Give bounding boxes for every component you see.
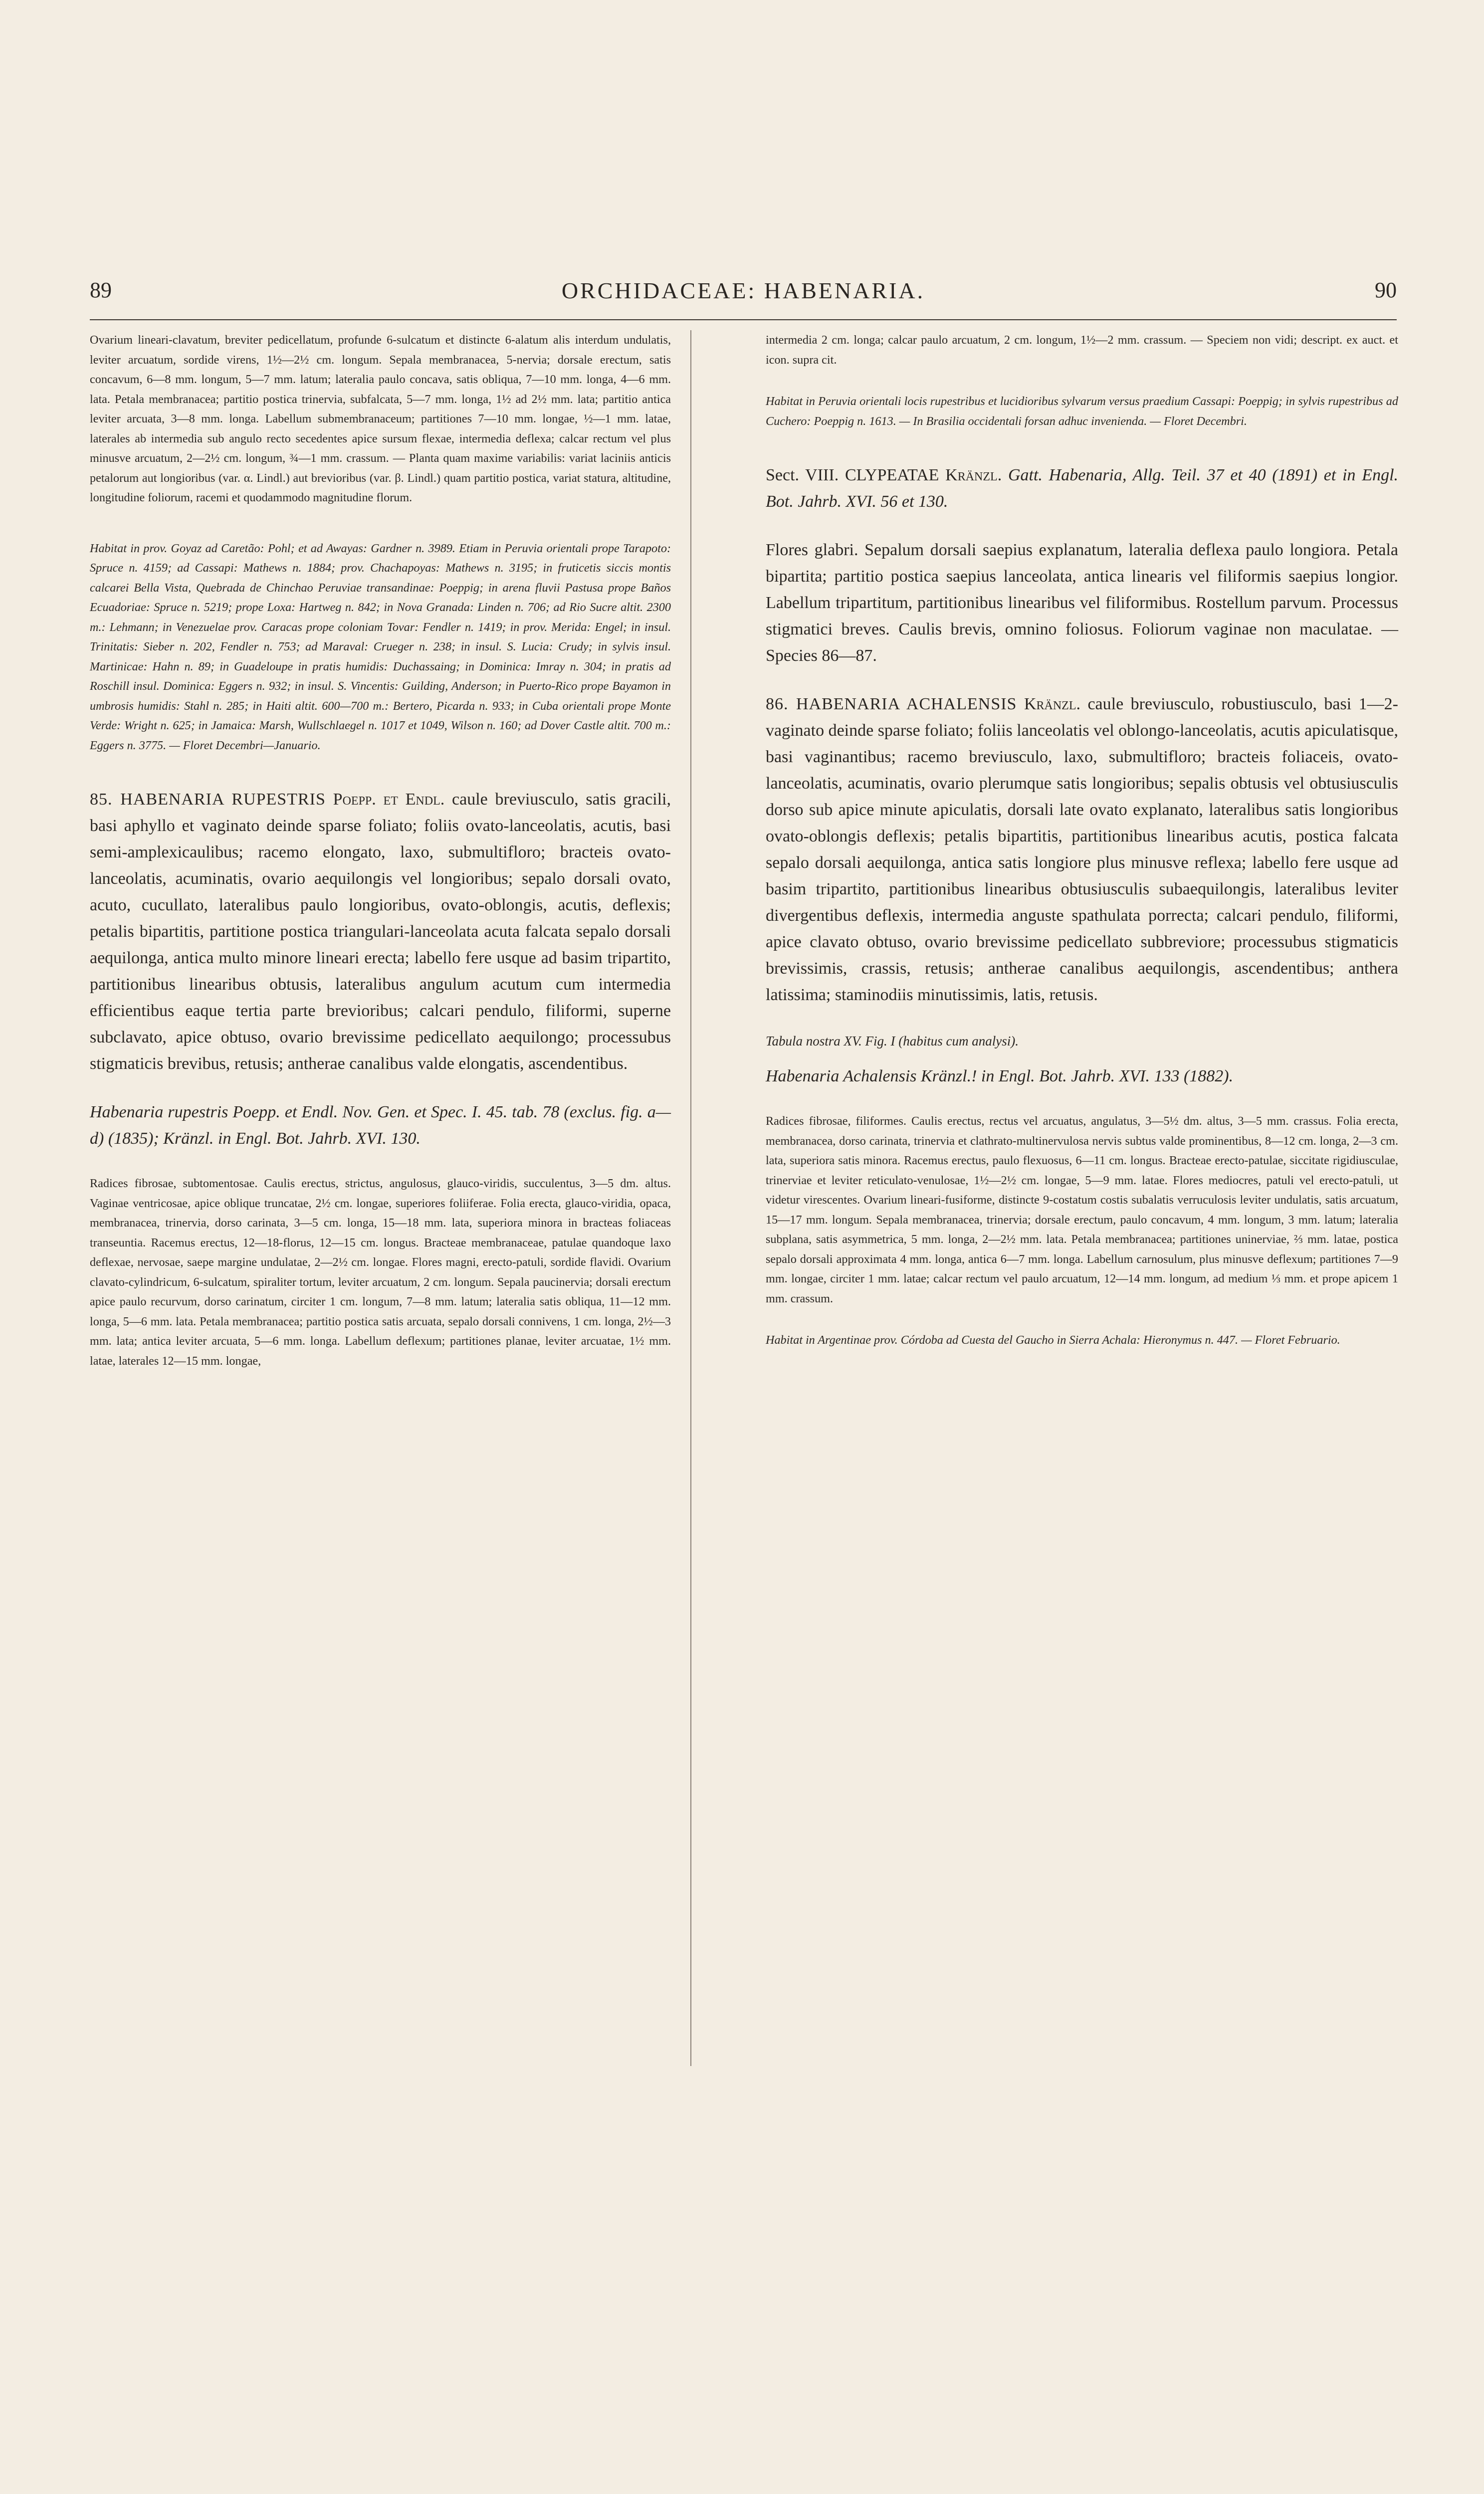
page-header [90, 277, 1397, 307]
species-85-authority: Poepp. et Endl. [333, 790, 445, 809]
right-habitat-85: Habitat in Peruvia orientali locis rupestribus et lucidioribus sylvarum versus praedium Cassapi: Poeppig; in sylvis rupestribus ad Cuchero: Poeppig n. 1613. — In Brasilia occidentali forsan adhuc invenienda. — Floret Decembri. [766, 395, 1398, 428]
species-85-body: caule breviusculo, satis gracili, basi aphyllo et vaginato deinde sparse foliato; foliis ovato-lanceolatis, acutis, basi semi-amplexicaulibus; racemo elongato, laxo, submultifloro; bracteis ovato-lanceolatis, acuminatis, ovario aequilongis vel longioribus; sepalo dorsali ovato, acuto, cucullato, lateralibus paulo longioribus, ovato-oblongis, acutis, deflexis; petalis bipartitis, partitione postica triangulari-lanceolata acuta falcata sepalo dorsali aequilonga, antica multo minore lineari erecta; labello fere usque ad basim tripartito, partitionibus linearibus obtusis, lateralibus angulum acutum cum intermedia efficientibus eaque tertia parte brevioribus; calcari pendulo, filiformi, superne subclavato, apice obtuso, ovario brevissime pedicellato aequilongo; processubus stigmaticis brevibus, retusis; antherae canalibus valde elongatis, ascendentibus. [90, 790, 671, 1073]
section-viii-reference: Gatt. Habenaria, Allg. Teil. 37 et 40 (1891) et in Engl. Bot. Jahrb. XVI. 56 et 130. [766, 466, 1399, 511]
section-viii-title: Sect. VIII. CLYPEATAE [766, 466, 939, 484]
species-86-description: Radices fibrosae, filiformes. Caulis erectus, rectus vel arcuatus, angulatus, 3—5½ dm. altus, 3—5 mm. crassus. Folia erecta, membranacea, dorso carinata, trinervia et clathrato-multinervulosa nervis subtus valde prominentibus, 8—12 cm. longa, 2—3 cm. lata, superiora satis minora. Racemus erectus, paulo flexuosus, 6—11 cm. longus. Bracteae erecto-patulae, siccitate rigidiusculae, trinerviae et leviter reticulato-venulosae, 1½—2½ cm. longae, 5—9 mm. latae. Flores mediocres, patuli vel erecto-patuli, ut videtur virescentes. Ovarium lineari-fusiforme, distincte 9-costatum costis subalatis verruculosis leviter undulatis, satis arcuatum, 15—17 mm. longum. Sepala membranacea, trinervia; dorsale erectum, paulo concavum, 4 mm. longum, 3 mm. latum; lateralia subplana, satis asymmetrica, 5 mm. longa, 2—2½ mm. lata. Petala membranacea; partitiones uninerviae, ⅔ mm. latae, postica sepalo dorsali approximata 4 mm. longa, antica 6—7 mm. longa. Labellum carnosulum, plus minusve deflexum; partitiones 7—9 mm. longae, circiter 1 mm. latae; calcar rectum vel paulo arcuatum, 12—14 mm. longum, ad medium ⅓ mm. et prope apicem 1 mm. crassum. [766, 1114, 1398, 1305]
species-86-reference: Habenaria Achalensis Kränzl.! in Engl. Bot. Jahrb. XVI. 133 (1882). [766, 1067, 1234, 1085]
species-85-reference: Habenaria rupestris Poepp. et Endl. Nov. Gen. et Spec. I. 45. tab. 78 (exclus. fig. a—d) (1835); Kränzl. in Engl. Bot. Jahrb. XVI. 130. [90, 1103, 671, 1148]
page-number-right: 90 [1375, 278, 1397, 302]
species-86-diagnosis [766, 691, 1398, 1008]
species-85-heading: 85. HABENARIA RUPESTRIS [90, 790, 326, 809]
species-86-body: caule breviusculo, robustiusculo, basi 1—2-vaginato deinde sparse foliato; foliis lanceolatis vel oblongo-lanceolatis, acutis apiculatisque, basi vaginantibus; racemo breviusculo, laxo, submultifloro; bracteis foliaceis, ovato-lanceolatis, acuminatis, ovario plerumque satis longioribus; sepalis obtusis vel obtusiusculis dorso sub apice minute apiculatis, dorsali late ovato explanato, lateralibus satis longioribus ovato-oblongis deflexis; petalis bipartitis, partitionibus linearibus acutis, postica falcata sepalo dorsali aequilonga, antica satis longiore plus minusve reflexa; labello fere usque ad basim tripartito, partitionibus linearibus obtusiusculis subaequilongis, lateralibus leviter divergentibus deflexis, intermedia anguste spathulata porrecta; calcari pendulo, filiformi, apice clavato obtuso, ovario brevissime pedicellato subbreviore; processubus stigmaticis brevissimis, crassis, retusis; antherae canalibus aequilongis, ascendentibus; anthera latissima; staminodiis minutissimis, latis, retusis. [766, 695, 1399, 1004]
left-ovarium-description: Ovarium lineari-clavatum, breviter pedicellatum, profunde 6-sulcatum et distincte 6-alatum alis interdum undulatis, leviter arcuatum, sordide virens, 1½—2½ cm. longum. Sepala membranacea, 5-nervia; dorsale erectum, satis concavum, 6—8 mm. longum, 5—7 mm. latum; lateralia paulo concava, satis obliqua, 7—10 mm. longa, 4—6 mm. lata. Petala membranacea; partitio postica trinervia, subfalcata, 5—7 mm. longa, 1½ ad 2½ mm. lata; partitio antica leviter arcuata, 3—8 mm. longa. Labellum submembranaceum; partitiones 7—10 mm. longae, ½—1 mm. latae, laterales ab intermedia sub angulo recto secedentes apice sursum flexae, intermedia deflexa; calcar rectum vel plus minusve arcuatum, 2—2½ cm. longum, ¾—1 mm. crassum. — Planta quam maxime variabilis: variat laciniis anticis petalorum aut longioribus (var. α. Lindl.) aut brevioribus (var. β. Lindl.) quam partitio postica, variat statura, altitudine, longitudine foliorum, racemi et quodammodo magnitudine florum. [90, 333, 671, 504]
species-86-heading: 86. HABENARIA ACHALENSIS [766, 695, 1017, 713]
section-viii-authority: Kränzl. [945, 466, 1002, 484]
species-86-authority: Kränzl. [1024, 695, 1080, 713]
page-number-left: 89 [90, 278, 112, 302]
running-title: ORCHIDACEAE: HABENARIA. [561, 278, 925, 303]
left-column [90, 330, 671, 1371]
right-column [766, 330, 1398, 1350]
species-85-diagnosis [90, 786, 671, 1077]
column-divider [690, 330, 691, 2066]
section-viii-heading [766, 462, 1398, 515]
species-85-description: Radices fibrosae, subtomentosae. Caulis erectus, strictus, angulosus, glauco-viridis, succulentus, 3—5 dm. altus. Vaginae ventricosae, apice oblique truncatae, 2½ cm. longae, superiores foliiferae. Folia erecta, glauco-viridia, opaca, membranacea, trinervia, dorso carinata, 3—5 cm. longa, 15—18 mm. lata, superiora minora in bracteas foliaceas transeuntia. Racemus erectus, 12—18-florus, 12—15 cm. longus. Bracteae membranaceae, patulae quandoque laxo deflexae, nervosae, saepe margine undulatae, 2—2½ cm. longae. Flores magni, erecto-patuli, sordide flavidi. Ovarium clavato-cylindricum, 6-sulcatum, spiraliter tortum, leviter arcuatum, 2 cm. longum. Sepala paucinervia; dorsali erectum apice paulo recurvum, dorso carinatum, circiter 1 cm. longum, 7—8 mm. latum; lateralia satis obliqua, 11—12 mm. longa, 5—6 mm. lata. Petala membranacea; partitio postica satis arcuata, sepalo dorsali connivens, 1 cm. longa, 2½—3 mm. lata; antica leviter arcuata, 5—6 mm. longa. Labellum deflexum; partitiones planae, leviter arcuatae, 1½ mm. latae, laterales 12—15 mm. longae, [90, 1177, 671, 1368]
header-rule [90, 319, 1397, 320]
section-viii-diagnosis: Flores glabri. Sepalum dorsali saepius explanatum, lateralia deflexa paulo longiora. Petala bipartita; partitio postica saepius lanceolata, antica linearis vel filiformis saepius longior. Labellum tripartitum, partitionibus linearibus vel filiformibus. Rostellum parvum. Processus stigmatici breves. Caulis brevis, omnino foliosus. Foliorum vaginae non maculatae. — Species 86—87. [766, 541, 1398, 665]
species-86-habitat: Habitat in Argentinae prov. Córdoba ad Cuesta del Gaucho in Sierra Achala: Hieronymus n. 447. — Floret Februario. [766, 1333, 1340, 1347]
left-habitat-paragraph: Habitat in prov. Goyaz ad Caretão: Pohl; et ad Awayas: Gardner n. 3989. Etiam in Peruvia orientali prope Tarapoto: Spruce n. 4159; ad Cassapi: Mathews n. 1884; prov. Chachapoyas: Mathews n. 3195; in fruticetis siccis montis calcarei Bella Vista, Quebrada de Chinchao Peruviae transandinae: Poeppig; in arena fluvii Pastusa prope Baños Ecuadoriae: Spruce n. 5219; prope Loxa: Hartweg n. 842; in Nova Granada: Linden n. 706; ad Rio Sucre altit. 2300 m.: Lehmann; in Venezuelae prov. Caracas prope coloniam Tovar: Fendler n. 1419; in prov. Merida: Engel; in insul. Trinitatis: Sieber n. 202, Fendler n. 753; ad Maraval: Crueger n. 238; in insul. S. Lucia: Crudy; in sylvis insul. Martinicae: Hahn n. 89; in Guadeloupe in pratis humidis: Duchassaing; in Dominica: Imray n. 304; in pratis ad Roschill insul. Dominica: Eggers n. 932; in insul. S. Vincentis: Guilding, Anderson; in Puerto-Rico prope Bayamon in umbrosis humidis: Stahl n. 285; in Haiti altit. 600—700 m.: Bertero, Picarda n. 933; in Cuba orientali prope Monte Verde: Wright n. 625; in Jamaica: Marsh, Wullschlaegel n. 1017 et 1049, Wilson n. 160; ad Dover Castle altit. 700 m.: Eggers n. 3775. — Floret Decembri—Januario. [90, 541, 671, 752]
right-continuation: intermedia 2 cm. longa; calcar paulo arcuatum, 2 cm. longum, 1½—2 mm. crassum. — Speciem non vidi; descript. ex auct. et icon. supra cit. [766, 333, 1398, 367]
tabula-reference: Tabula nostra XV. Fig. I (habitus cum analysi). [766, 1034, 1019, 1048]
